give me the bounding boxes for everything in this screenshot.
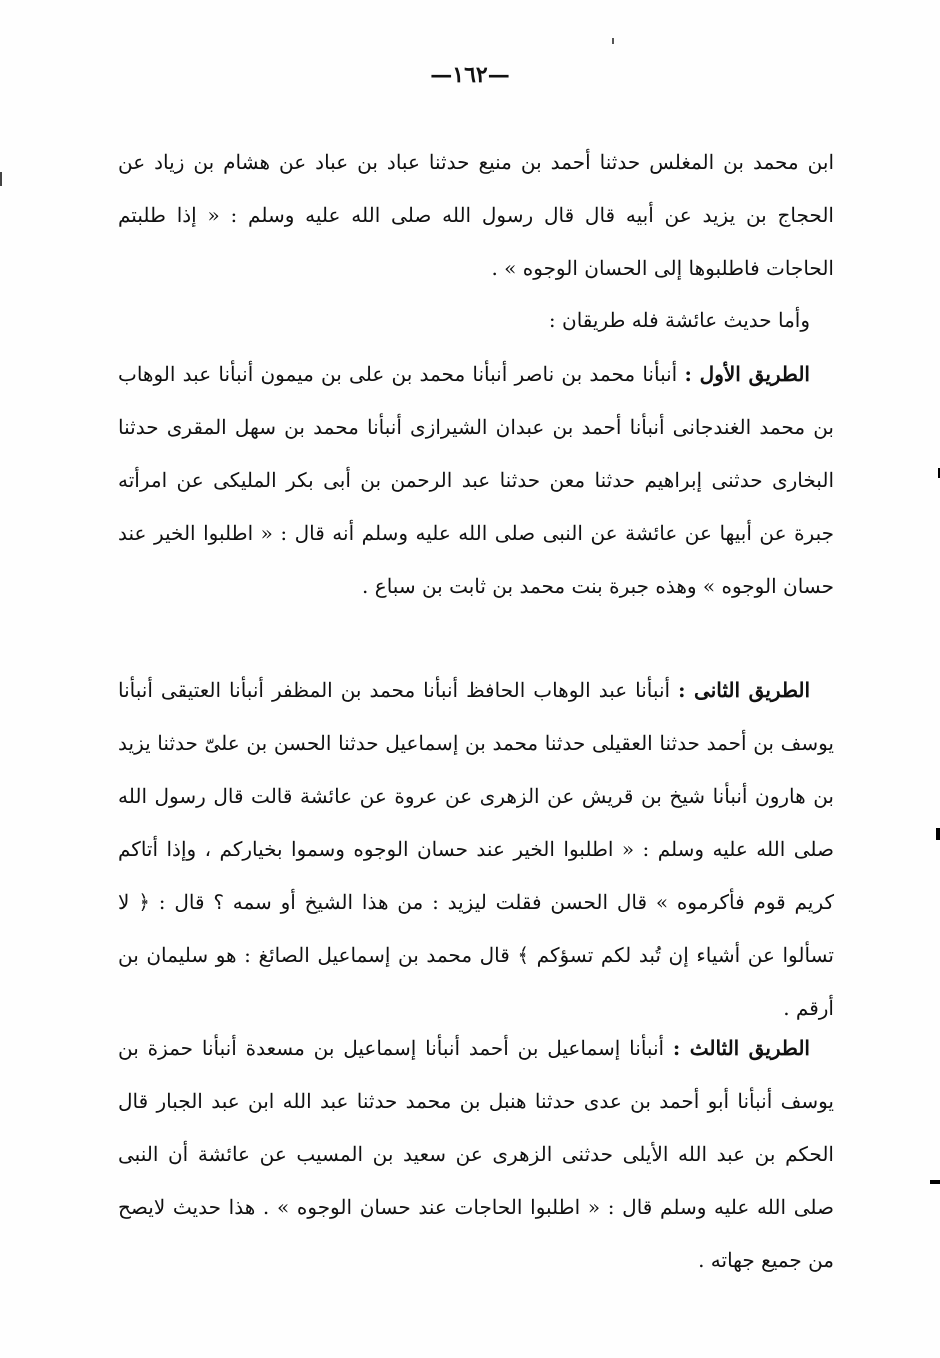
paragraph-second-path [118, 664, 834, 1035]
scan-edge-mark [936, 828, 940, 840]
paragraph-first-path-text [118, 348, 834, 613]
third-path-body: أنبأنا إسماعيل بن أحمد أنبأنا إسماعيل بن مسعدة أنبأنا حمزة بن يوسف أنبأنا أبو أحمد بن عدى حدثنا هنبل بن محمد حدثنا عبد الله ابن عبد الجبار قال الحكم بن عبد الله الأيلى حدثنى الزهرى عن سعيد بن المسيب عن عائشة أن النبى صلى الله عليه وسلم قال : « اطلبوا الحاجات عند حسان الوجوه » . هذا حديث لايصح من جميع جهاته . [118, 1036, 834, 1272]
paragraph-first-path [118, 348, 834, 613]
second-path-heading: الطريق الثانى : [678, 678, 811, 702]
paragraph-third-path-text [118, 1022, 834, 1287]
first-path-body: أنبأنا محمد بن ناصر أنبأنا محمد بن على بن ميمون أنبأنا عبد الوهاب بن محمد الغندجانى أنبأنا أحمد بن عبدان الشيرازى أنبأنا محمد بن سهل المقرى حدثنا البخارى حدثنى إبراهيم حدثنا معن حدثنا عبد الرحمن بن أبى بكر المليكى عن امرأته جبرة عن أبيها عن عائشة عن النبى صلى الله عليه وسلم أنه قال : « اطلبوا الخير عند حسان الوجوه » وهذه جبرة بنت محمد بن ثابت بن سباع . [118, 362, 834, 598]
page-number: —١٦٢— [430, 62, 510, 88]
third-path-heading: الطريق الثالث : [672, 1036, 810, 1060]
paragraph-third-path [118, 1022, 834, 1287]
scan-edge-mark [0, 172, 2, 186]
scan-speck [612, 38, 614, 44]
paragraph-2-text: وأما حديث عائشة فله طريقان : [548, 308, 810, 332]
second-path-body: أنبأنا عبد الوهاب الحافظ أنبأنا محمد بن المظفر أنبأنا العتيقى أنبأنا يوسف بن أحمد حدثنا العقيلى حدثنا محمد بن إسماعيل حدثنا الحسن بن علىّ حدثنا يزيد بن هارون أنبأنا شيخ بن قريش عن الزهرى عن عروة عن عائشة قالت قال رسول الله صلى الله عليه وسلم : « اطلبوا الخير عند حسان الوجوه وسموا بخياركم ، وإذا أتاكم كريم قوم فأكرموه » قال الحسن فقلت ليزيد : من هذا الشيخ أو سمه ؟ قال : ﴿ لا تسألوا عن أشياء إن تُبد لكم تسؤكم ﴾ قال محمد بن إسماعيل الصائغ : هو سليمان بن أرقم . [118, 678, 834, 1020]
paragraph-2 [118, 294, 834, 347]
first-path-heading: الطريق الأول : [684, 362, 810, 386]
paragraph-1 [118, 136, 834, 295]
paragraph-1-text: ابن محمد بن المغلس حدثنا أحمد بن منيع حدثنا عباد بن عباد عن هشام بن زياد عن الحجاج بن يزيد عن أبيه قال قال رسول الله صلى الله عليه وسلم : « إذا طلبتم الحاجات فاطلبوها إلى الحسان الوجوه » . [118, 150, 834, 280]
paragraph-second-path-text [118, 664, 834, 1035]
scan-edge-mark [930, 1180, 940, 1184]
